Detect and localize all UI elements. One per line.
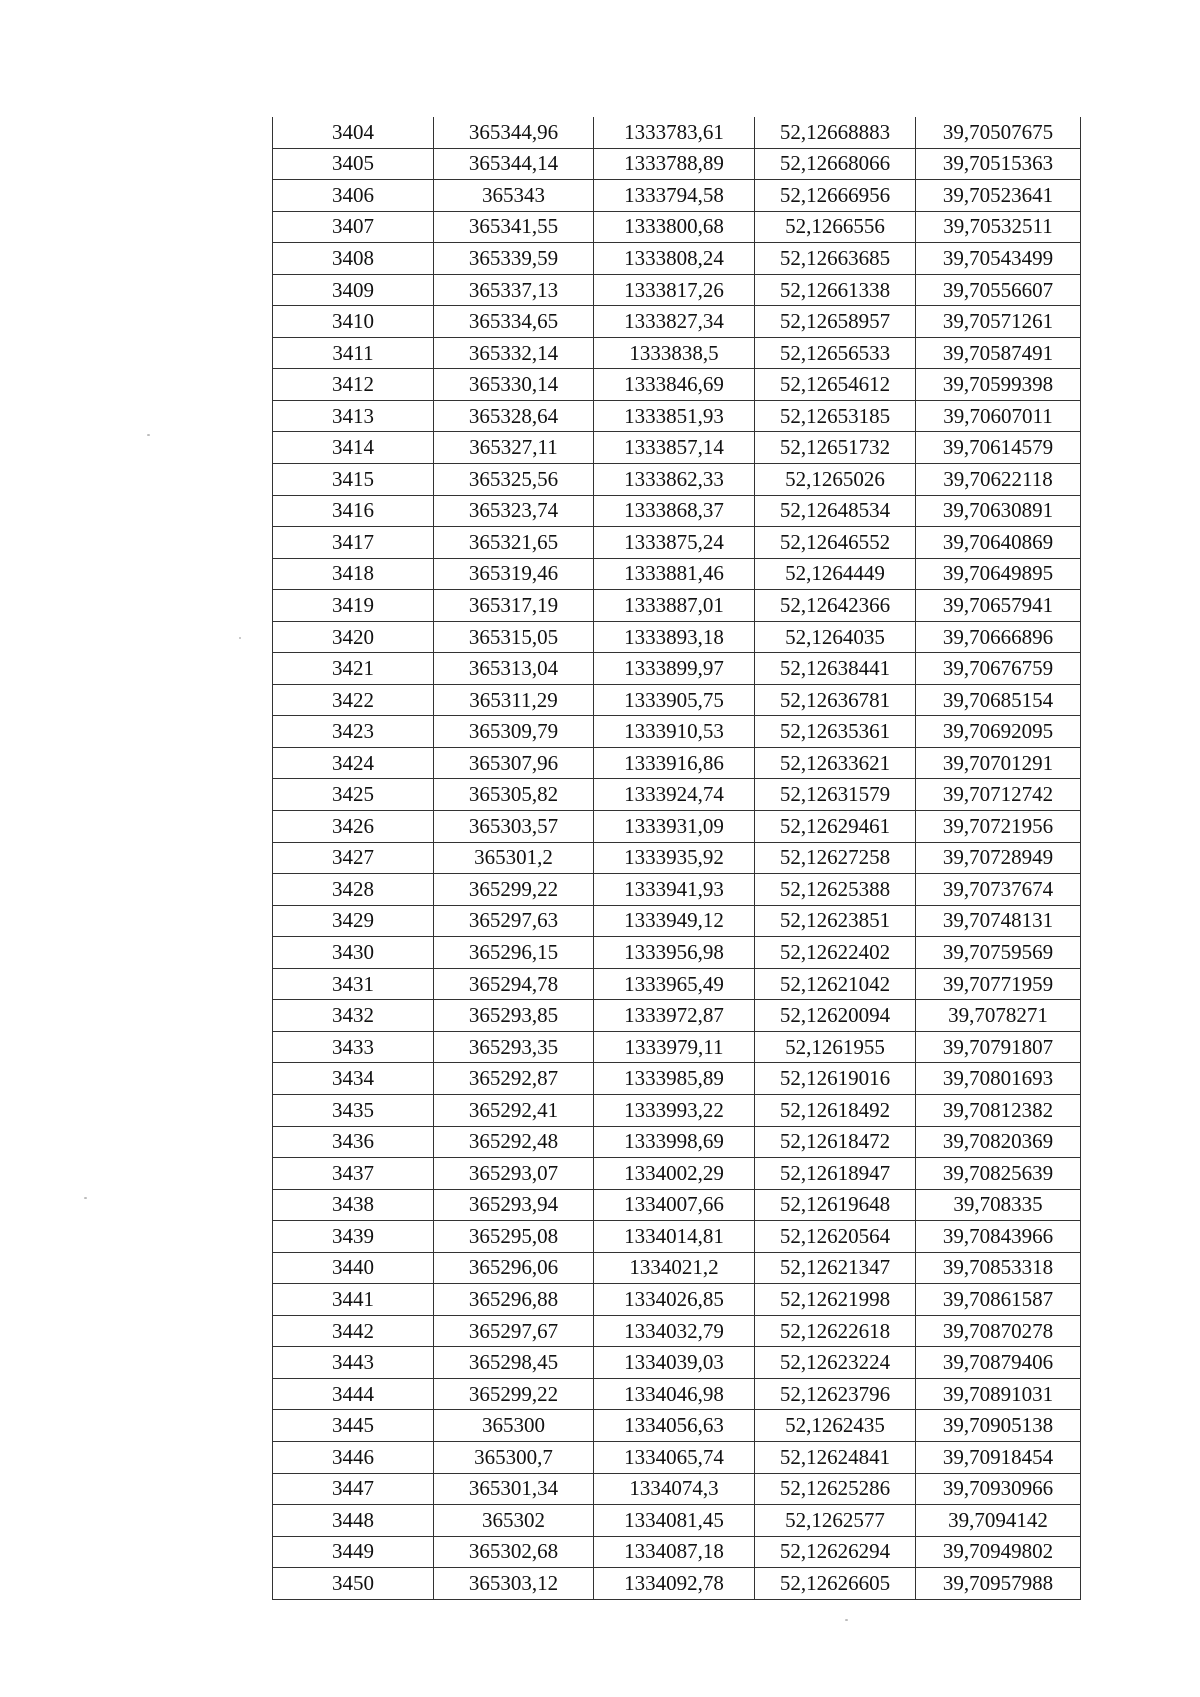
point-number-cell: 3427 [273,842,434,874]
latitude-cell: 52,12618472 [755,1126,916,1158]
longitude-cell: 39,70728949 [916,842,1081,874]
point-number-cell: 3408 [273,243,434,275]
point-number-cell: 3433 [273,1031,434,1063]
point-number-cell: 3414 [273,432,434,464]
point-number-cell: 3426 [273,811,434,843]
longitude-cell: 39,70587491 [916,337,1081,369]
table-row [273,937,1081,969]
y-coordinate-cell: 1333794,58 [594,180,755,212]
latitude-cell: 52,12626605 [755,1568,916,1600]
x-coordinate-cell: 365325,56 [434,464,594,496]
y-coordinate-cell: 1333788,89 [594,148,755,180]
longitude-cell: 39,70630891 [916,495,1081,527]
table-row [273,874,1081,906]
longitude-cell: 39,70759569 [916,937,1081,969]
scan-speck [147,434,150,436]
point-number-cell: 3429 [273,905,434,937]
table-row [273,1568,1081,1600]
table-row [273,337,1081,369]
y-coordinate-cell: 1333783,61 [594,117,755,148]
x-coordinate-cell: 365299,22 [434,1378,594,1410]
y-coordinate-cell: 1333875,24 [594,527,755,559]
x-coordinate-cell: 365297,63 [434,905,594,937]
latitude-cell: 52,1262577 [755,1505,916,1537]
longitude-cell: 39,70685154 [916,684,1081,716]
y-coordinate-cell: 1333827,34 [594,306,755,338]
table-row [273,1126,1081,1158]
y-coordinate-cell: 1333846,69 [594,369,755,401]
y-coordinate-cell: 1334026,85 [594,1284,755,1316]
point-number-cell: 3432 [273,1000,434,1032]
x-coordinate-cell: 365296,88 [434,1284,594,1316]
point-number-cell: 3405 [273,148,434,180]
table-row [273,1000,1081,1032]
longitude-cell: 39,7094142 [916,1505,1081,1537]
y-coordinate-cell: 1333862,33 [594,464,755,496]
latitude-cell: 52,12622402 [755,937,916,969]
x-coordinate-cell: 365309,79 [434,716,594,748]
table-row [273,558,1081,590]
y-coordinate-cell: 1333905,75 [594,684,755,716]
latitude-cell: 52,12618947 [755,1158,916,1190]
y-coordinate-cell: 1333857,14 [594,432,755,464]
x-coordinate-cell: 365300,7 [434,1441,594,1473]
point-number-cell: 3439 [273,1221,434,1253]
latitude-cell: 52,12625388 [755,874,916,906]
point-number-cell: 3449 [273,1536,434,1568]
point-number-cell: 3446 [273,1441,434,1473]
table-row [273,1252,1081,1284]
table-row [273,432,1081,464]
x-coordinate-cell: 365328,64 [434,400,594,432]
longitude-cell: 39,70532511 [916,211,1081,243]
table-row [273,811,1081,843]
x-coordinate-cell: 365337,13 [434,274,594,306]
table-row [273,369,1081,401]
y-coordinate-cell: 1333993,22 [594,1094,755,1126]
longitude-cell: 39,70957988 [916,1568,1081,1600]
table-row [273,1441,1081,1473]
latitude-cell: 52,12663685 [755,243,916,275]
table-row [273,1189,1081,1221]
y-coordinate-cell: 1333998,69 [594,1126,755,1158]
scan-speck [845,1619,848,1621]
point-number-cell: 3442 [273,1315,434,1347]
x-coordinate-cell: 365294,78 [434,968,594,1000]
x-coordinate-cell: 365330,14 [434,369,594,401]
longitude-cell: 39,70737674 [916,874,1081,906]
longitude-cell: 39,70556607 [916,274,1081,306]
x-coordinate-cell: 365292,87 [434,1063,594,1095]
longitude-cell: 39,70918454 [916,1441,1081,1473]
point-number-cell: 3443 [273,1347,434,1379]
point-number-cell: 3435 [273,1094,434,1126]
longitude-cell: 39,70515363 [916,148,1081,180]
latitude-cell: 52,12642366 [755,590,916,622]
y-coordinate-cell: 1334021,2 [594,1252,755,1284]
longitude-cell: 39,70666896 [916,621,1081,653]
latitude-cell: 52,12668066 [755,148,916,180]
latitude-cell: 52,12624841 [755,1441,916,1473]
coordinates-table-body [273,117,1081,1599]
x-coordinate-cell: 365293,85 [434,1000,594,1032]
x-coordinate-cell: 365334,65 [434,306,594,338]
longitude-cell: 39,70607011 [916,400,1081,432]
y-coordinate-cell: 1333956,98 [594,937,755,969]
point-number-cell: 3417 [273,527,434,559]
y-coordinate-cell: 1334014,81 [594,1221,755,1253]
x-coordinate-cell: 365344,14 [434,148,594,180]
x-coordinate-cell: 365302,68 [434,1536,594,1568]
latitude-cell: 52,12666956 [755,180,916,212]
point-number-cell: 3412 [273,369,434,401]
x-coordinate-cell: 365303,57 [434,811,594,843]
y-coordinate-cell: 1333893,18 [594,621,755,653]
table-row [273,1473,1081,1505]
table-row [273,1410,1081,1442]
y-coordinate-cell: 1334002,29 [594,1158,755,1190]
latitude-cell: 52,12648534 [755,495,916,527]
x-coordinate-cell: 365311,29 [434,684,594,716]
latitude-cell: 52,12623224 [755,1347,916,1379]
x-coordinate-cell: 365293,35 [434,1031,594,1063]
longitude-cell: 39,70949802 [916,1536,1081,1568]
x-coordinate-cell: 365317,19 [434,590,594,622]
longitude-cell: 39,70640869 [916,527,1081,559]
y-coordinate-cell: 1334046,98 [594,1378,755,1410]
table-row [273,400,1081,432]
table-row [273,653,1081,685]
longitude-cell: 39,70870278 [916,1315,1081,1347]
latitude-cell: 52,12629461 [755,811,916,843]
latitude-cell: 52,12658957 [755,306,916,338]
x-coordinate-cell: 365296,06 [434,1252,594,1284]
table-row [273,747,1081,779]
point-number-cell: 3406 [273,180,434,212]
point-number-cell: 3416 [273,495,434,527]
latitude-cell: 52,1262435 [755,1410,916,1442]
point-number-cell: 3422 [273,684,434,716]
longitude-cell: 39,70791807 [916,1031,1081,1063]
latitude-cell: 52,12638441 [755,653,916,685]
x-coordinate-cell: 365344,96 [434,117,594,148]
table-row [273,1284,1081,1316]
y-coordinate-cell: 1334056,63 [594,1410,755,1442]
latitude-cell: 52,12654612 [755,369,916,401]
table-row [273,117,1081,148]
x-coordinate-cell: 365332,14 [434,337,594,369]
longitude-cell: 39,70622118 [916,464,1081,496]
table-row [273,148,1081,180]
table-row [273,779,1081,811]
table-row [273,716,1081,748]
x-coordinate-cell: 365303,12 [434,1568,594,1600]
latitude-cell: 52,12668883 [755,117,916,148]
table-row [273,306,1081,338]
latitude-cell: 52,12653185 [755,400,916,432]
x-coordinate-cell: 365305,82 [434,779,594,811]
latitude-cell: 52,12651732 [755,432,916,464]
latitude-cell: 52,12626294 [755,1536,916,1568]
x-coordinate-cell: 365301,34 [434,1473,594,1505]
y-coordinate-cell: 1334007,66 [594,1189,755,1221]
point-number-cell: 3434 [273,1063,434,1095]
x-coordinate-cell: 365327,11 [434,432,594,464]
y-coordinate-cell: 1333972,87 [594,1000,755,1032]
latitude-cell: 52,12635361 [755,716,916,748]
table-row [273,1536,1081,1568]
longitude-cell: 39,70748131 [916,905,1081,937]
y-coordinate-cell: 1334065,74 [594,1441,755,1473]
longitude-cell: 39,70614579 [916,432,1081,464]
table-row [273,243,1081,275]
table-row [273,621,1081,653]
point-number-cell: 3423 [273,716,434,748]
y-coordinate-cell: 1333800,68 [594,211,755,243]
table-row [273,1094,1081,1126]
latitude-cell: 52,12620564 [755,1221,916,1253]
x-coordinate-cell: 365301,2 [434,842,594,874]
point-number-cell: 3448 [273,1505,434,1537]
table-row [273,495,1081,527]
latitude-cell: 52,12636781 [755,684,916,716]
longitude-cell: 39,70676759 [916,653,1081,685]
table-row [273,464,1081,496]
x-coordinate-cell: 365321,65 [434,527,594,559]
y-coordinate-cell: 1333965,49 [594,968,755,1000]
y-coordinate-cell: 1333924,74 [594,779,755,811]
x-coordinate-cell: 365300 [434,1410,594,1442]
latitude-cell: 52,12631579 [755,779,916,811]
y-coordinate-cell: 1333941,93 [594,874,755,906]
y-coordinate-cell: 1333817,26 [594,274,755,306]
point-number-cell: 3424 [273,747,434,779]
point-number-cell: 3420 [273,621,434,653]
x-coordinate-cell: 365307,96 [434,747,594,779]
point-number-cell: 3447 [273,1473,434,1505]
table-row [273,1315,1081,1347]
x-coordinate-cell: 365293,07 [434,1158,594,1190]
latitude-cell: 52,12627258 [755,842,916,874]
y-coordinate-cell: 1333887,01 [594,590,755,622]
latitude-cell: 52,12621998 [755,1284,916,1316]
table-row [273,968,1081,1000]
point-number-cell: 3409 [273,274,434,306]
y-coordinate-cell: 1334092,78 [594,1568,755,1600]
x-coordinate-cell: 365343 [434,180,594,212]
x-coordinate-cell: 365292,41 [434,1094,594,1126]
longitude-cell: 39,70649895 [916,558,1081,590]
x-coordinate-cell: 365341,55 [434,211,594,243]
y-coordinate-cell: 1334081,45 [594,1505,755,1537]
longitude-cell: 39,70657941 [916,590,1081,622]
longitude-cell: 39,70930966 [916,1473,1081,1505]
y-coordinate-cell: 1333916,86 [594,747,755,779]
x-coordinate-cell: 365298,45 [434,1347,594,1379]
longitude-cell: 39,70820369 [916,1126,1081,1158]
latitude-cell: 52,12619648 [755,1189,916,1221]
table-row [273,590,1081,622]
y-coordinate-cell: 1333935,92 [594,842,755,874]
x-coordinate-cell: 365297,67 [434,1315,594,1347]
point-number-cell: 3438 [273,1189,434,1221]
x-coordinate-cell: 365323,74 [434,495,594,527]
latitude-cell: 52,1264035 [755,621,916,653]
x-coordinate-cell: 365319,46 [434,558,594,590]
y-coordinate-cell: 1334032,79 [594,1315,755,1347]
point-number-cell: 3418 [273,558,434,590]
x-coordinate-cell: 365313,04 [434,653,594,685]
longitude-cell: 39,70721956 [916,811,1081,843]
y-coordinate-cell: 1333910,53 [594,716,755,748]
table-row [273,1158,1081,1190]
point-number-cell: 3404 [273,117,434,148]
table-row [273,211,1081,243]
table-row [273,1505,1081,1537]
point-number-cell: 3436 [273,1126,434,1158]
latitude-cell: 52,12620094 [755,1000,916,1032]
latitude-cell: 52,12619016 [755,1063,916,1095]
longitude-cell: 39,708335 [916,1189,1081,1221]
latitude-cell: 52,12622618 [755,1315,916,1347]
y-coordinate-cell: 1333851,93 [594,400,755,432]
point-number-cell: 3450 [273,1568,434,1600]
latitude-cell: 52,12633621 [755,747,916,779]
point-number-cell: 3431 [273,968,434,1000]
point-number-cell: 3407 [273,211,434,243]
y-coordinate-cell: 1333868,37 [594,495,755,527]
longitude-cell: 39,70507675 [916,117,1081,148]
x-coordinate-cell: 365293,94 [434,1189,594,1221]
longitude-cell: 39,70801693 [916,1063,1081,1095]
longitude-cell: 39,70853318 [916,1252,1081,1284]
point-number-cell: 3428 [273,874,434,906]
latitude-cell: 52,12656533 [755,337,916,369]
y-coordinate-cell: 1333881,46 [594,558,755,590]
longitude-cell: 39,70905138 [916,1410,1081,1442]
point-number-cell: 3421 [273,653,434,685]
latitude-cell: 52,12661338 [755,274,916,306]
scan-speck [239,637,241,639]
y-coordinate-cell: 1333985,89 [594,1063,755,1095]
latitude-cell: 52,1266556 [755,211,916,243]
y-coordinate-cell: 1334039,03 [594,1347,755,1379]
longitude-cell: 39,70771959 [916,968,1081,1000]
point-number-cell: 3437 [273,1158,434,1190]
y-coordinate-cell: 1333979,11 [594,1031,755,1063]
x-coordinate-cell: 365315,05 [434,621,594,653]
latitude-cell: 52,1261955 [755,1031,916,1063]
longitude-cell: 39,70599398 [916,369,1081,401]
point-number-cell: 3425 [273,779,434,811]
point-number-cell: 3411 [273,337,434,369]
table-row [273,905,1081,937]
latitude-cell: 52,1264449 [755,558,916,590]
longitude-cell: 39,70891031 [916,1378,1081,1410]
table-row [273,1221,1081,1253]
x-coordinate-cell: 365299,22 [434,874,594,906]
x-coordinate-cell: 365339,59 [434,243,594,275]
x-coordinate-cell: 365295,08 [434,1221,594,1253]
table-row [273,1031,1081,1063]
y-coordinate-cell: 1334087,18 [594,1536,755,1568]
point-number-cell: 3415 [273,464,434,496]
latitude-cell: 52,12625286 [755,1473,916,1505]
longitude-cell: 39,70701291 [916,747,1081,779]
point-number-cell: 3440 [273,1252,434,1284]
latitude-cell: 52,12623851 [755,905,916,937]
table-row [273,527,1081,559]
y-coordinate-cell: 1333949,12 [594,905,755,937]
coordinates-table [272,117,1081,1600]
y-coordinate-cell: 1333838,5 [594,337,755,369]
table-row [273,1378,1081,1410]
point-number-cell: 3441 [273,1284,434,1316]
point-number-cell: 3444 [273,1378,434,1410]
longitude-cell: 39,70879406 [916,1347,1081,1379]
latitude-cell: 52,12623796 [755,1378,916,1410]
y-coordinate-cell: 1333899,97 [594,653,755,685]
latitude-cell: 52,12646552 [755,527,916,559]
point-number-cell: 3413 [273,400,434,432]
table-row [273,1063,1081,1095]
longitude-cell: 39,70543499 [916,243,1081,275]
latitude-cell: 52,12621347 [755,1252,916,1284]
point-number-cell: 3430 [273,937,434,969]
y-coordinate-cell: 1334074,3 [594,1473,755,1505]
x-coordinate-cell: 365292,48 [434,1126,594,1158]
y-coordinate-cell: 1333808,24 [594,243,755,275]
y-coordinate-cell: 1333931,09 [594,811,755,843]
longitude-cell: 39,70861587 [916,1284,1081,1316]
latitude-cell: 52,12618492 [755,1094,916,1126]
table-row [273,180,1081,212]
x-coordinate-cell: 365302 [434,1505,594,1537]
point-number-cell: 3410 [273,306,434,338]
point-number-cell: 3419 [273,590,434,622]
table-row [273,842,1081,874]
longitude-cell: 39,70523641 [916,180,1081,212]
longitude-cell: 39,70812382 [916,1094,1081,1126]
longitude-cell: 39,7078271 [916,1000,1081,1032]
latitude-cell: 52,12621042 [755,968,916,1000]
scan-speck [84,1197,87,1199]
longitude-cell: 39,70825639 [916,1158,1081,1190]
longitude-cell: 39,70843966 [916,1221,1081,1253]
longitude-cell: 39,70712742 [916,779,1081,811]
point-number-cell: 3445 [273,1410,434,1442]
table-row [273,1347,1081,1379]
table-row [273,684,1081,716]
x-coordinate-cell: 365296,15 [434,937,594,969]
latitude-cell: 52,1265026 [755,464,916,496]
longitude-cell: 39,70571261 [916,306,1081,338]
table-row [273,274,1081,306]
longitude-cell: 39,70692095 [916,716,1081,748]
